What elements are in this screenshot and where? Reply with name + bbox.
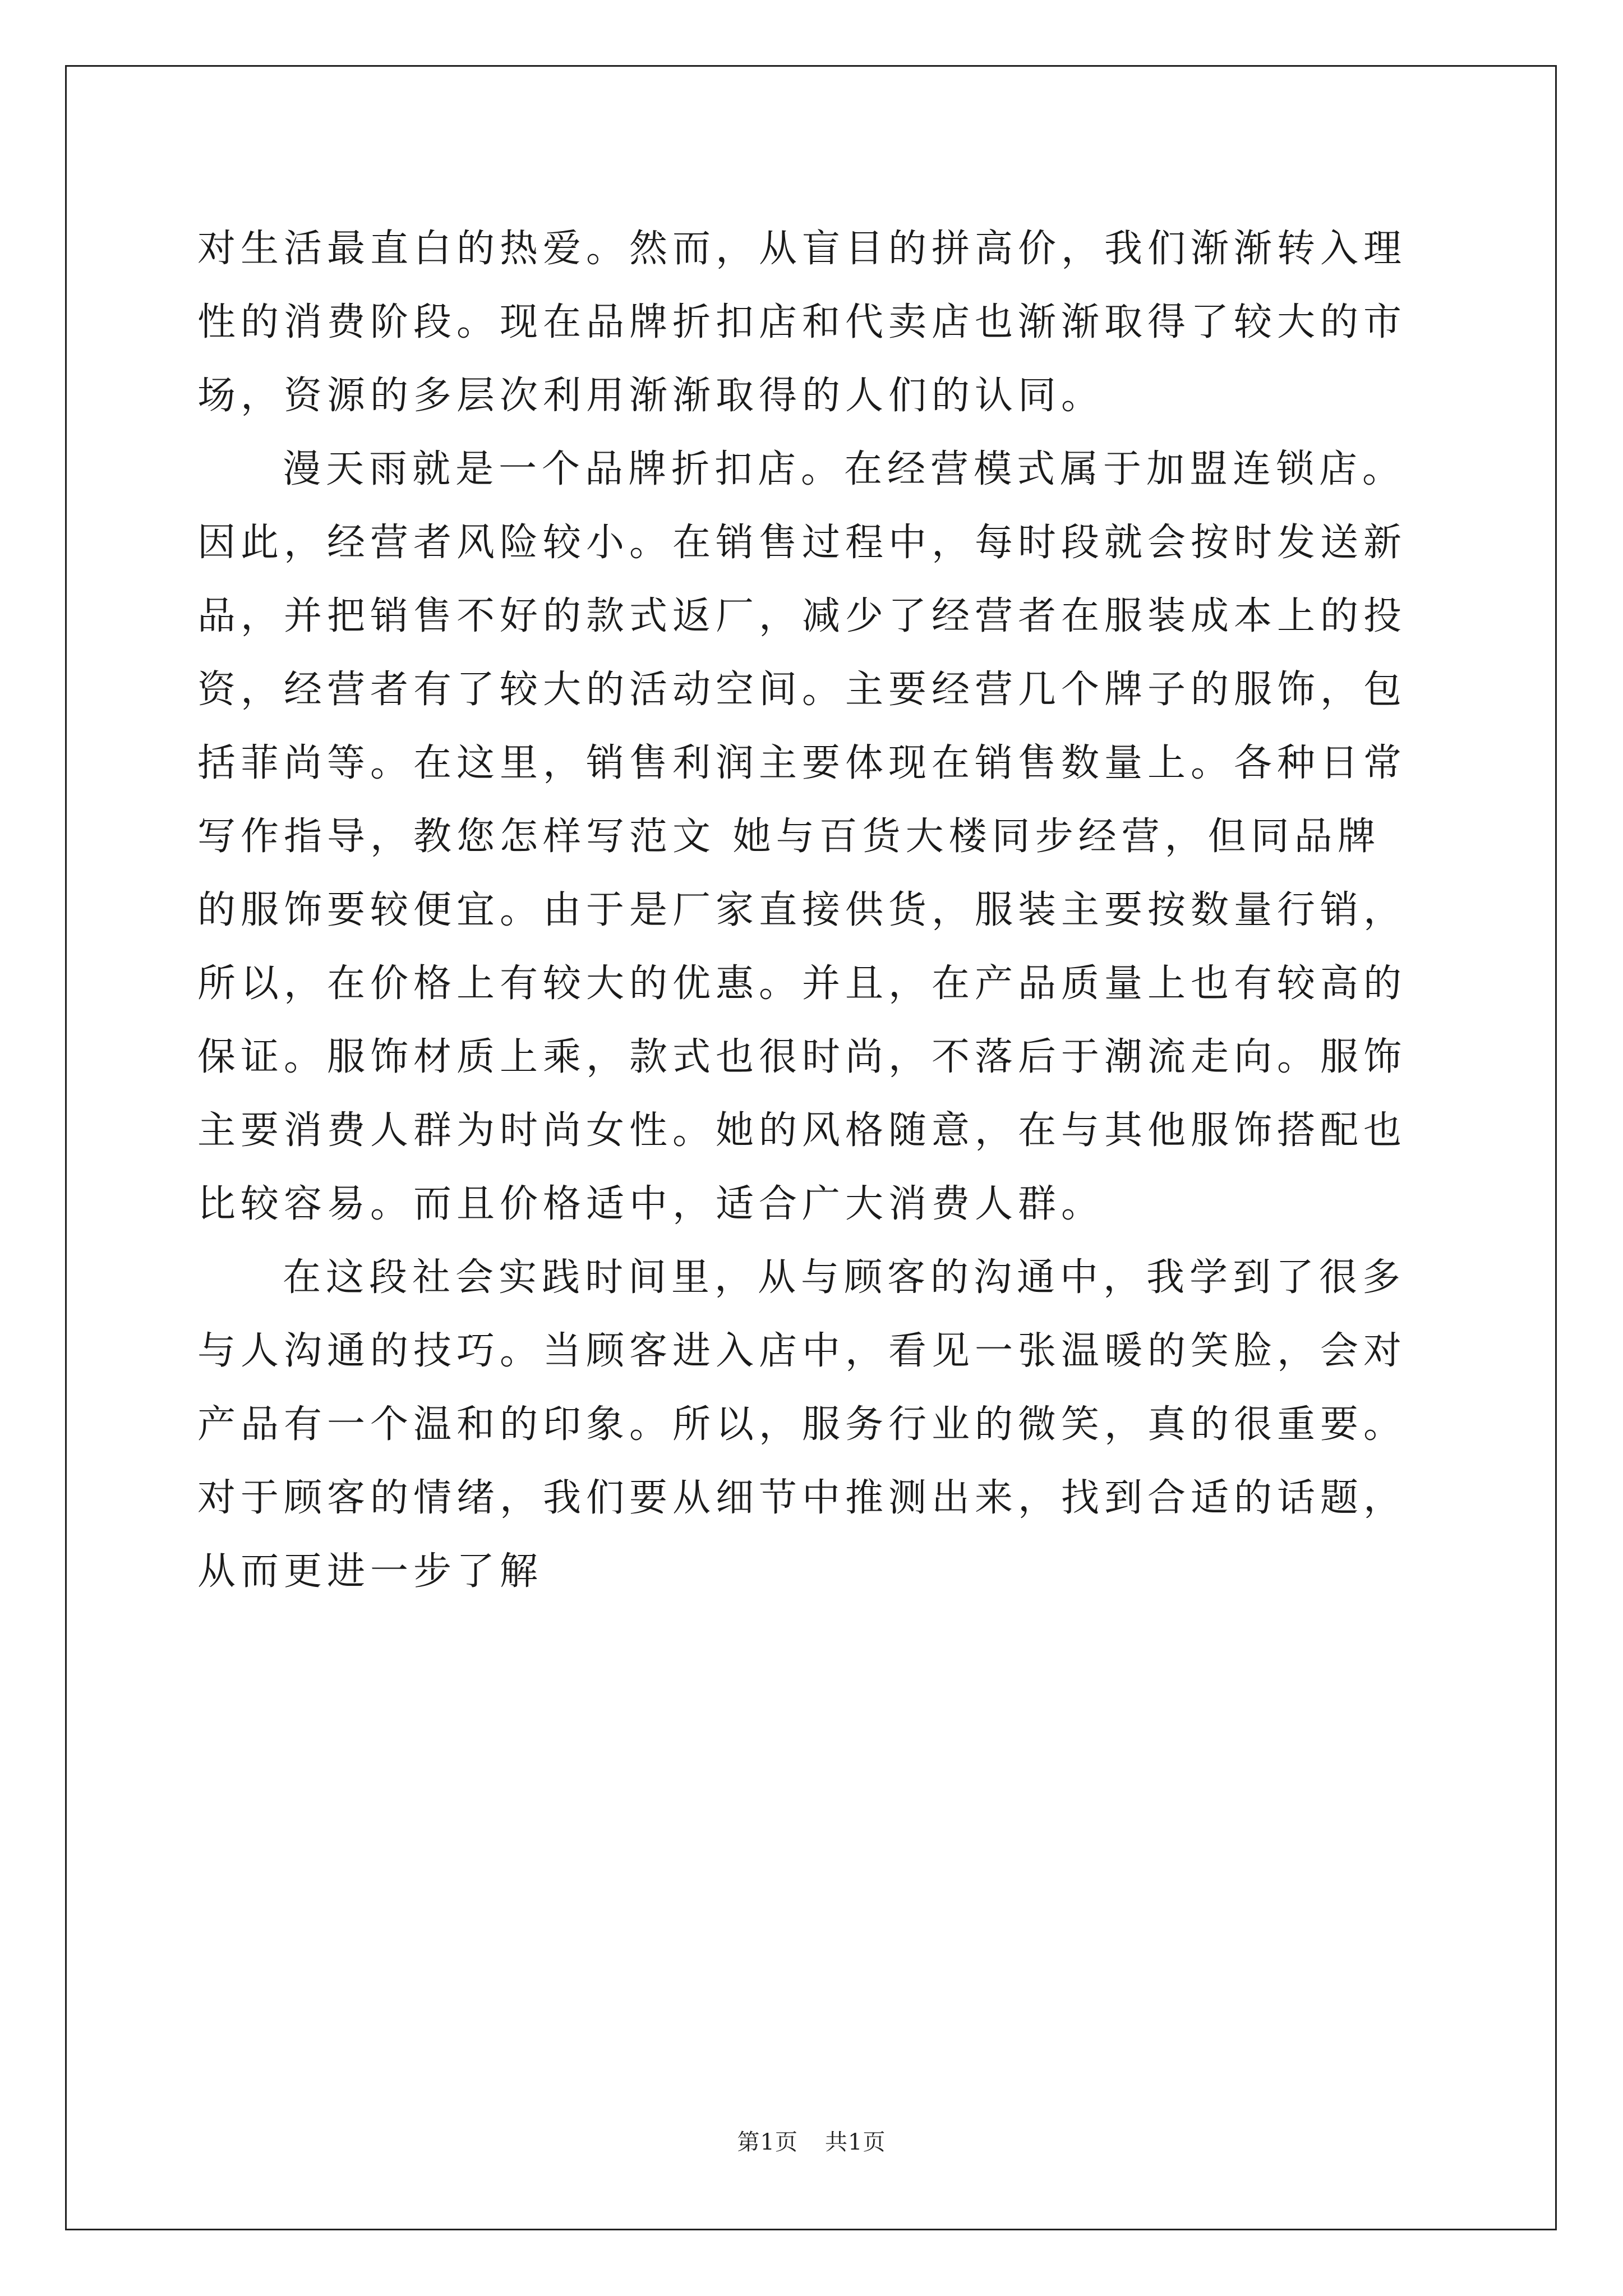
page-footer [0, 2128, 1623, 2156]
paragraph-3: 在这段社会实践时间里，从与顾客的沟通中，我学到了很多与人沟通的技巧。当顾客进入店中，看见一张温暖的笑脸，会对产品有一个温和的印象。所以，服务行业的微笑，真的很重要。对于顾客的情绪，我们要从细节中推测出来，找到合适的话题，从而更进一步了解 [197, 1255, 1407, 1594]
page-total: 共1页 [825, 2129, 886, 2155]
paragraph-1: 对生活最直白的热爱。然而，从盲目的拼高价，我们渐渐转入理性的消费阶段。现在品牌折扣店和代卖店也渐渐取得了较大的市场，资源的多层次利用渐渐取得的人们的认同。 [197, 227, 1407, 418]
document-body [197, 212, 1420, 1608]
page-number: 第1页 [737, 2129, 798, 2155]
paragraph-2: 漫天雨就是一个品牌折扣店。在经营模式属于加盟连锁店。因此，经营者风险较小。在销售过程中，每时段就会按时发送新品，并把销售不好的款式返厂，减少了经营者在服装成本上的投资，经营者有了较大的活动空间。主要经营几个牌子的服饰，包括菲尚等。在这里，销售利润主要体现在销售数量上。各种日常写作指导，教您怎样写范文 她与百货大楼同步经营，但同品牌的服饰要较便宜。由于是厂家直接供货，服装主要按数量行销，所以，在价格上有较大的优惠。并且，在产品质量上也有较高的保证。服饰材质上乘，款式也很时尚，不落后于潮流走向。服饰主要消费人群为时尚女性。她的风格随意，在与其他服饰搭配也比较容易。而且价格适中，适合广大消费人群。 [197, 447, 1407, 1226]
